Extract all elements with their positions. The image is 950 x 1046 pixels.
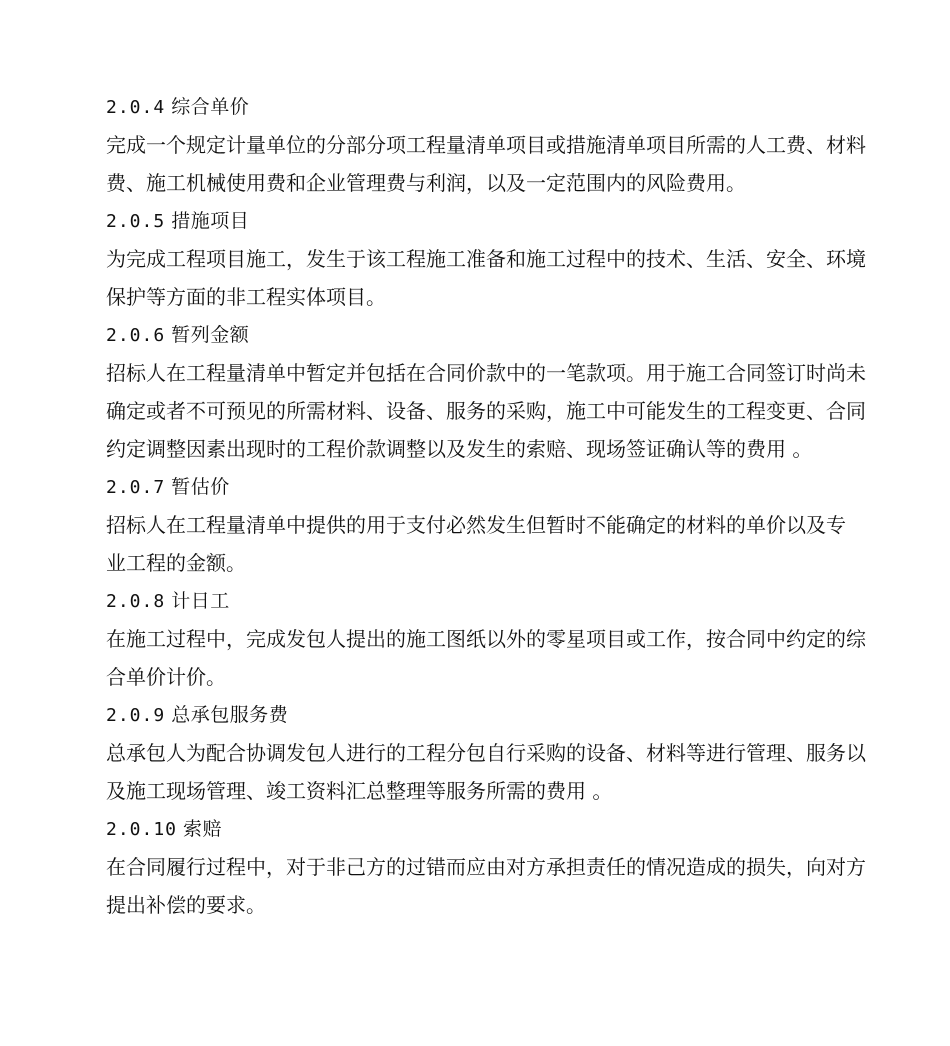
section-body bbox=[106, 506, 950, 582]
section-title: 措施项目 bbox=[171, 210, 250, 232]
body-line: 在合同履行过程中，对于非己方的过错而应由对方承担责任的情况造成的损失，向对方 bbox=[106, 855, 866, 879]
section-2-0-10 bbox=[106, 810, 950, 924]
body-line: 及施工现场管理、竣工资料汇总整理等服务所需的费用 。 bbox=[106, 779, 613, 803]
section-body bbox=[106, 240, 950, 316]
body-line: 保护等方面的非工程实体项目。 bbox=[106, 285, 386, 309]
section-body bbox=[106, 354, 950, 468]
section-heading bbox=[106, 810, 950, 848]
section-number: 2.0.6 bbox=[106, 325, 166, 346]
document-page bbox=[106, 88, 950, 924]
section-title: 计日工 bbox=[171, 590, 230, 612]
body-line: 提出补偿的要求。 bbox=[106, 893, 266, 917]
body-line: 在施工过程中，完成发包人提出的施工图纸以外的零星项目或工作，按合同中约定的综 bbox=[106, 627, 866, 651]
body-line: 招标人在工程量清单中暂定并包括在合同价款中的一笔款项。用于施工合同签订时尚未 bbox=[106, 361, 866, 385]
body-line: 确定或者不可预见的所需材料、设备、服务的采购，施工中可能发生的工程变更、合同 bbox=[106, 399, 866, 423]
body-line: 总承包人为配合协调发包人进行的工程分包自行采购的设备、材料等进行管理、服务以 bbox=[106, 741, 866, 765]
section-number: 2.0.5 bbox=[106, 211, 166, 232]
body-line: 业工程的金额。 bbox=[106, 551, 246, 575]
section-number: 2.0.7 bbox=[106, 477, 166, 498]
body-line: 约定调整因素出现时的工程价款调整以及发生的索赔、现场签证确认等的费用 。 bbox=[106, 437, 813, 461]
section-body bbox=[106, 620, 950, 696]
section-heading bbox=[106, 696, 950, 734]
body-line: 合单价计价。 bbox=[106, 665, 226, 689]
section-2-0-4 bbox=[106, 88, 950, 202]
body-line: 完成一个规定计量单位的分部分项工程量清单项目或措施清单项目所需的人工费、材料 bbox=[106, 133, 866, 157]
section-number: 2.0.4 bbox=[106, 97, 166, 118]
section-heading bbox=[106, 202, 950, 240]
section-number: 2.0.8 bbox=[106, 591, 166, 612]
section-title: 总承包服务费 bbox=[171, 704, 289, 726]
section-2-0-7 bbox=[106, 468, 950, 582]
section-title: 综合单价 bbox=[171, 96, 250, 118]
body-line: 费、施工机械使用费和企业管理费与利润，以及一定范围内的风险费用。 bbox=[106, 171, 746, 195]
section-body bbox=[106, 734, 950, 810]
section-title: 索赔 bbox=[183, 818, 223, 840]
section-number: 2.0.9 bbox=[106, 705, 166, 726]
section-2-0-8 bbox=[106, 582, 950, 696]
section-title: 暂列金额 bbox=[171, 324, 250, 346]
section-heading bbox=[106, 88, 950, 126]
section-2-0-5 bbox=[106, 202, 950, 316]
section-title: 暂估价 bbox=[171, 476, 230, 498]
body-line: 招标人在工程量清单中提供的用于支付必然发生但暂时不能确定的材料的单价以及专 bbox=[106, 513, 846, 537]
section-heading bbox=[106, 582, 950, 620]
section-2-0-9 bbox=[106, 696, 950, 810]
section-body bbox=[106, 848, 950, 924]
section-2-0-6 bbox=[106, 316, 950, 468]
section-number: 2.0.10 bbox=[106, 819, 178, 840]
section-heading bbox=[106, 468, 950, 506]
body-line: 为完成工程项目施工，发生于该工程施工准备和施工过程中的技术、生活、安全、环境 bbox=[106, 247, 866, 271]
section-body bbox=[106, 126, 950, 202]
section-heading bbox=[106, 316, 950, 354]
